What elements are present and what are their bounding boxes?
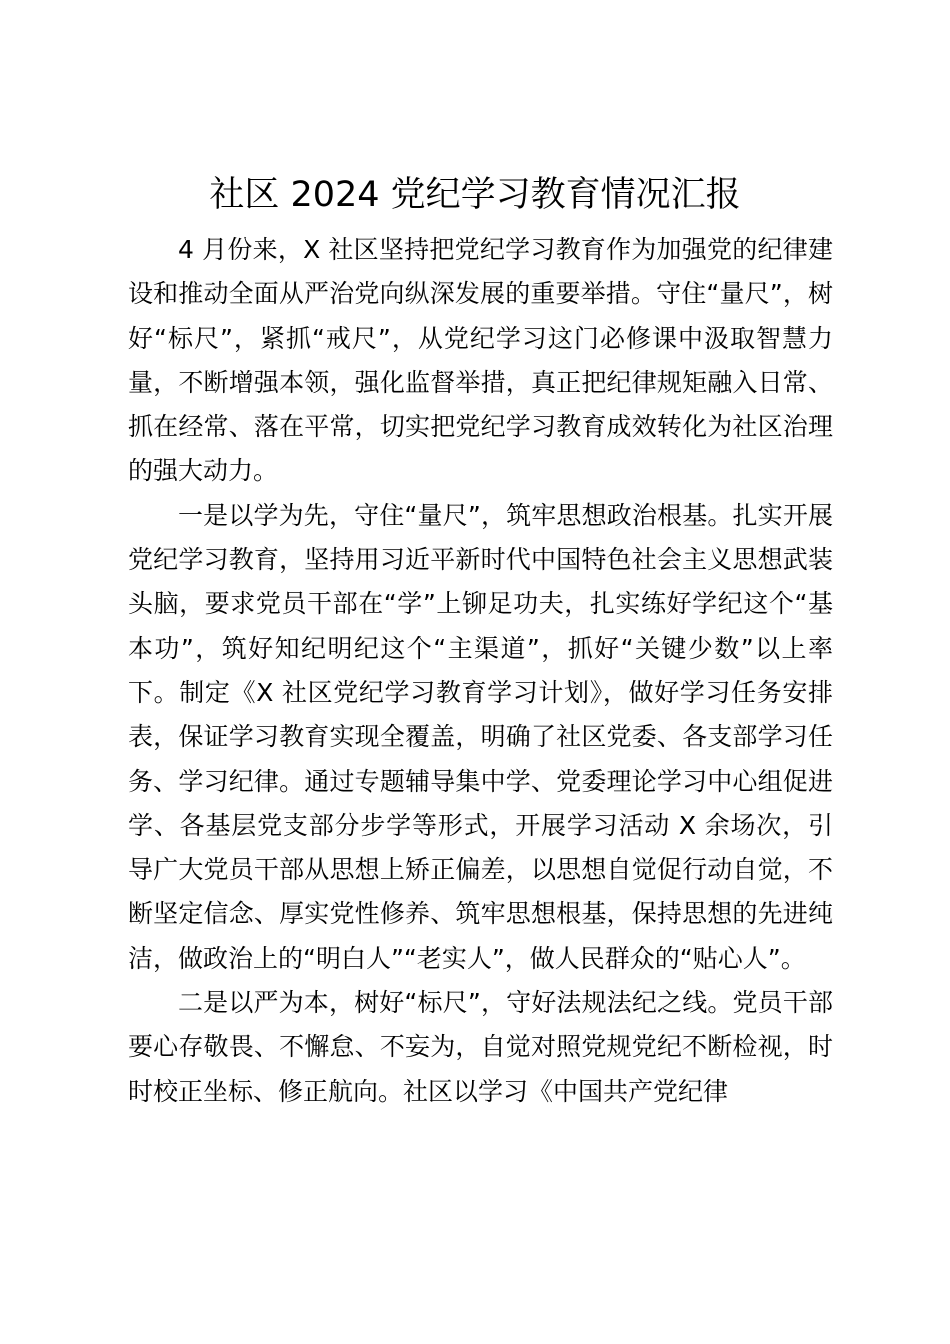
paragraph-intro: 4 月份来，X 社区坚持把党纪学习教育作为加强党的纪律建设和推动全面从严治党向纵深发展的重要举措。守住“量尺”，树好“标尺”，紧抓“戒尺”，从党纪学习这门必修课中汲取智慧力量，不断增强本领，强化监督举措，真正把纪律规矩融入日常、抓在经常、落在平常，切实把党纪学习教育成效转化为社区治理的强大动力。 (128, 235, 833, 486)
document-body (128, 228, 833, 1114)
document-title: 社区 2024 党纪学习教育情况汇报 (209, 175, 741, 215)
paragraph-point-one: 一是以学为先，守住“量尺”，筑牢思想政治根基。扎实开展党纪学习教育，坚持用习近平新时代中国特色社会主义思想武装头脑，要求党员干部在“学”上铆足功夫，扎实练好学纪这个“基本功”，筑好知纪明纪这个“主渠道”，抓好“关键少数”以上率下。制定《X 社区党纪学习教育学习计划》，做好学习任务安排表，保证学习教育实现全覆盖，明确了社区党委、各支部学习任务、学习纪律。通过专题辅导集中学、党委理论学习中心组促进学、各基层党支部分步学等形式，开展学习活动 X 余场次，引导广大党员干部从思想上矫正偏差，以思想自觉促行动自觉，不断坚定信念、厚实党性修养、筑牢思想根基，保持思想的先进纯洁，做政治上的“明白人”“老实人”，做人民群众的“贴心人”。 (128, 500, 833, 973)
paragraph-point-two: 二是以严为本，树好“标尺”，守好法规法纪之线。党员干部要心存敬畏、不懈怠、不妄为，自觉对照党规党纪不断检视，时时校正坐标、修正航向。社区以学习《中国共产党纪律 (128, 988, 833, 1106)
